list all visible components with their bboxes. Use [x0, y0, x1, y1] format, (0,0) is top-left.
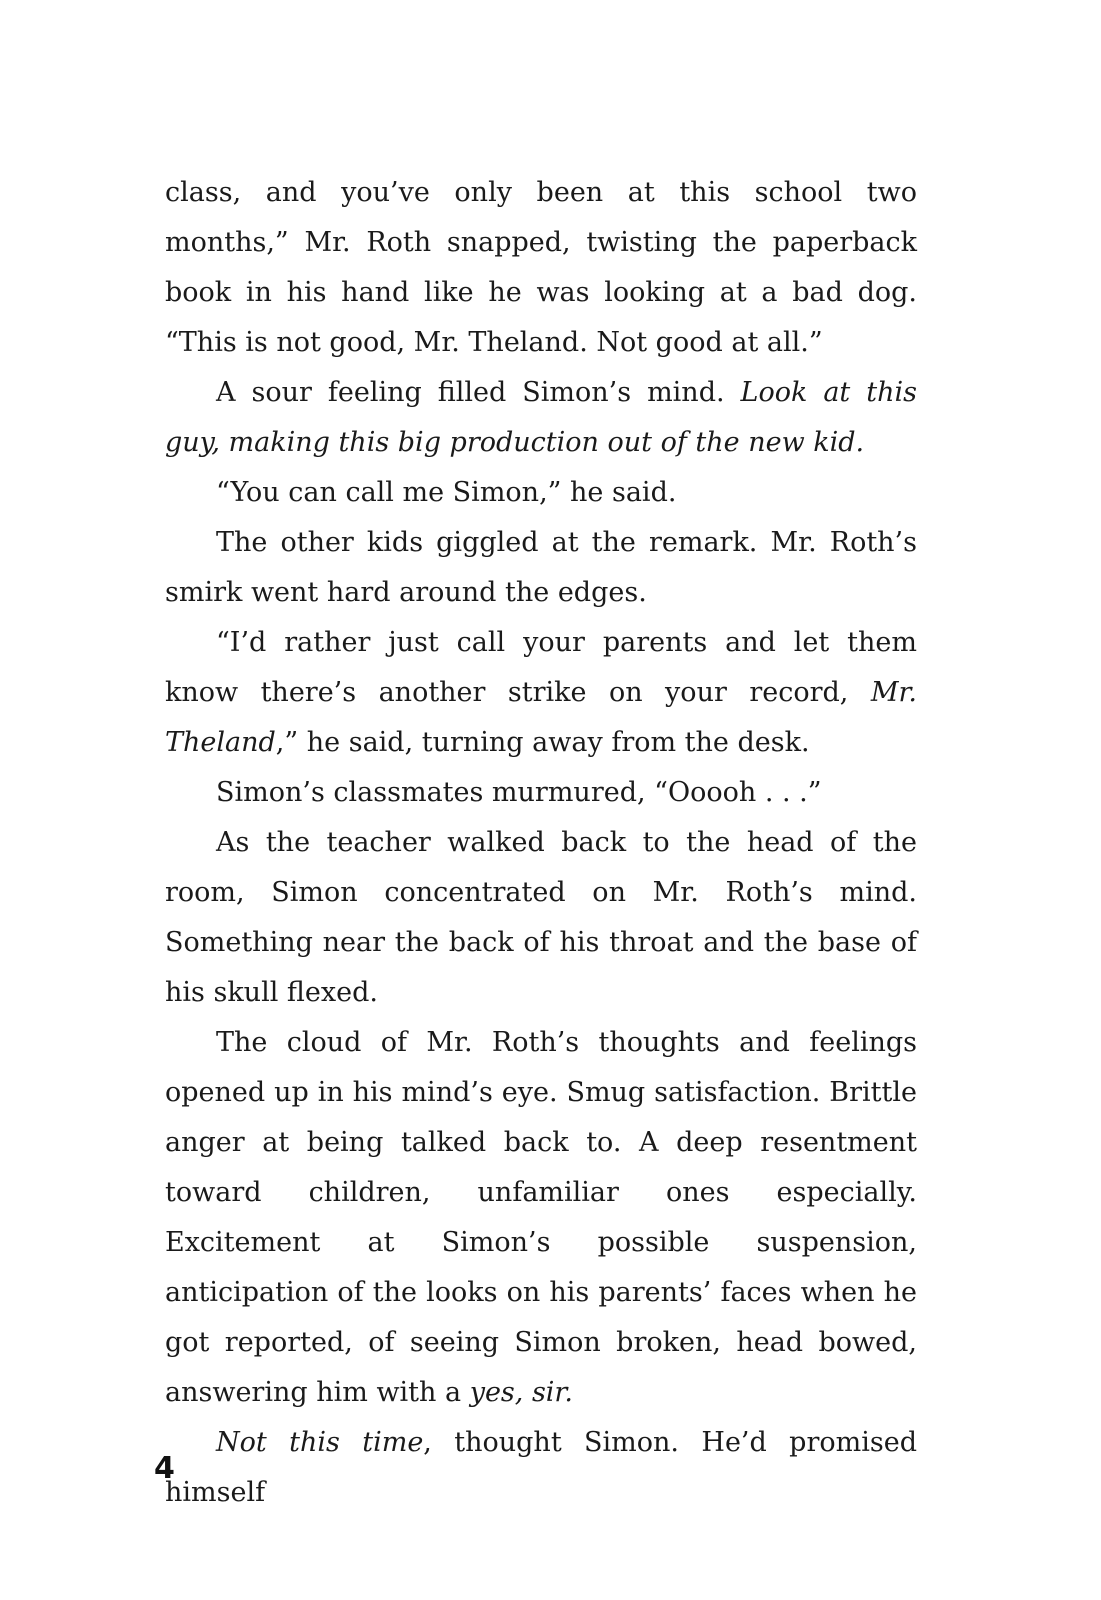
text-segment: class, and you’ve only been at this school two months,” Mr. Roth snapped, twisting the paperback book in his hand like he was looking at a bad dog. “This is not good, Mr. Theland. Not good at all.” [165, 177, 917, 358]
paragraph [165, 768, 917, 818]
paragraph [165, 368, 917, 468]
text-segment: The cloud of Mr. Roth’s thoughts and feelings opened up in his mind’s eye. Smug satisfaction. Brittle anger at being talked back to. A deep resentment toward children, unfamiliar ones especially. Excitement at Simon’s possible suspension, anticipation of the looks on his parents’ faces when he got reported, of seeing Simon broken, head bowed, answering him with a [165, 1027, 917, 1408]
italic-thought: Look at this guy, making this big production out of the new kid. [165, 377, 917, 458]
body-text [165, 168, 917, 1518]
paragraph [165, 1018, 917, 1418]
italic-emphasis: yes, sir. [469, 1377, 573, 1408]
page-number: 4 [154, 1451, 175, 1486]
text-segment: As the teacher walked back to the head of the room, Simon concentrated on Mr. Roth’s mind. Something near the back of his throat and the base of his skull flexed. [165, 827, 917, 1008]
text-segment: Simon’s classmates murmured, “Ooooh . . .” [216, 777, 822, 808]
paragraph [165, 468, 917, 518]
text-segment: , thought Simon. He’d promised himself [165, 1427, 917, 1508]
paragraph [165, 818, 917, 1018]
italic-emphasis: Mr. Theland [165, 677, 917, 758]
italic-thought: Not this time [216, 1427, 424, 1458]
paragraph [165, 518, 917, 618]
paragraph [165, 1418, 917, 1518]
text-segment: The other kids giggled at the remark. Mr. Roth’s smirk went hard around the edges. [165, 527, 917, 608]
text-segment: ,” he said, turning away from the desk. [275, 727, 810, 758]
paragraph [165, 168, 917, 368]
paragraph [165, 618, 917, 768]
text-segment: A sour feeling filled Simon’s mind. [216, 377, 741, 408]
text-segment: “You can call me Simon,” he said. [216, 477, 677, 508]
text-segment: “I’d rather just call your parents and let them know there’s another strike on your record, [165, 627, 917, 708]
